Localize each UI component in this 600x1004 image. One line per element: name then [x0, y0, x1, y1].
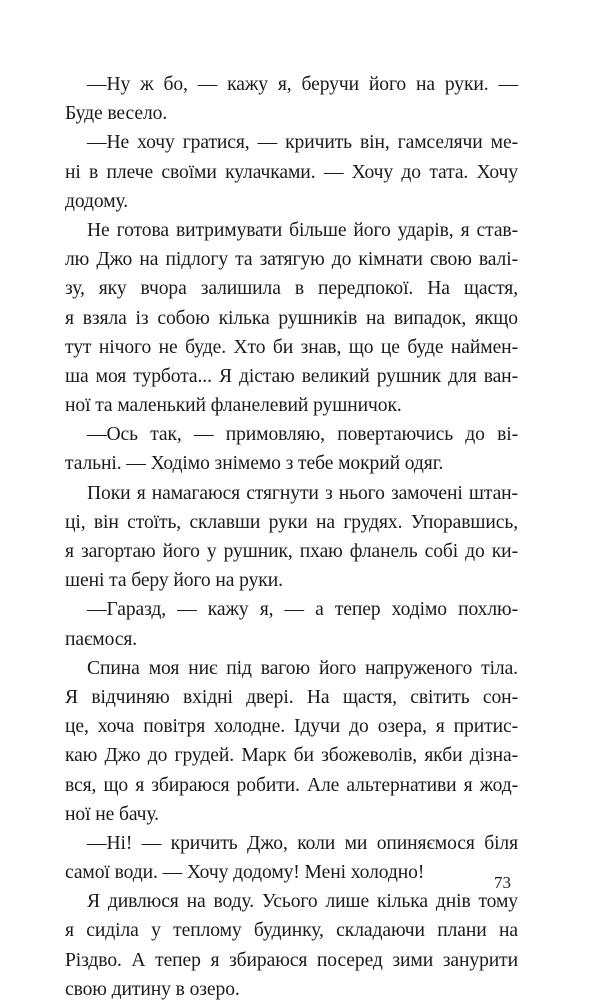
- text-line: свою дитину в озеро.: [65, 978, 240, 1000]
- paragraph: [65, 70, 518, 128]
- body-text: [65, 70, 518, 1004]
- paragraph: [65, 829, 518, 887]
- text-line: —Ось так, — примовляю, повертаючись до ві-: [87, 424, 518, 446]
- text-line: ці, він стоїть, склавши руки на грудях. Упоравшись,: [65, 511, 518, 533]
- text-line: Буде весело.: [65, 103, 168, 125]
- text-line: лю Джо на підлогу та затягую до кімнати свою валі-: [65, 249, 518, 271]
- text-line: Поки я намагаюся стягнути з нього замочені штан-: [87, 482, 518, 504]
- text-line: вся, що я збираюся робити. Але альтернативи я жод-: [65, 774, 518, 796]
- text-line: Я відчиняю вхідні двері. На щастя, світить сон-: [65, 686, 518, 708]
- paragraph: [65, 216, 518, 420]
- text-line: я сиділа у теплому будинку, складаючи плани на: [65, 920, 518, 942]
- paragraph: [65, 479, 518, 596]
- text-line: зу, яку вчора залишила в передпокої. На щастя,: [65, 278, 518, 300]
- text-line: Різдво. А тепер я збираюся посеред зими занурити: [65, 949, 518, 971]
- text-line: ної не бачу.: [65, 803, 159, 825]
- text-line: тальні. — Ходімо знімемо з тебе мокрий одяг.: [65, 453, 444, 475]
- paragraph: [65, 654, 518, 829]
- text-line: самої води. — Хочу додому! Мені холодно!: [65, 862, 425, 884]
- text-line: ша моя турбота... Я дістаю великий рушник для ван-: [65, 365, 518, 387]
- text-line: Не готова витримувати більше його ударів, я став-: [87, 219, 518, 241]
- text-line: тут нічого не буде. Хто би знав, що це буде наймен-: [65, 336, 518, 358]
- text-line: Я дивлюся на воду. Усього лише кілька днів тому: [87, 891, 518, 913]
- text-line: каю Джо до грудей. Марк би збожеволів, якби дізна-: [65, 745, 518, 767]
- text-line: —Гаразд, — кажу я, — а тепер ходімо похлю-: [87, 599, 518, 621]
- paragraph: [65, 887, 518, 1004]
- text-line: додому.: [65, 190, 129, 212]
- text-line: я загортаю його у рушник, пхаю фланель собі до ки-: [65, 541, 518, 562]
- text-line: я взяла із собою кілька рушників на випадок, якщо: [65, 307, 518, 329]
- text-line: ної та маленький фланелевий рушничок.: [65, 395, 402, 417]
- text-line: —Ні! — кричить Джо, коли ми опиняємося біля: [87, 832, 518, 854]
- paragraph: [65, 595, 518, 653]
- text-line: паємося.: [65, 628, 138, 650]
- paragraph: [65, 128, 518, 216]
- text-line: Спина моя ниє під вагою його напруженого тіла.: [87, 657, 518, 679]
- text-line: ні в плече своїми кулачками. — Хочу до тата. Хочу: [65, 161, 518, 183]
- text-line: —Ну ж бо, — кажу я, беручи його на руки. —: [87, 74, 518, 95]
- paragraph: [65, 420, 518, 478]
- text-line: шені та беру його на руки.: [65, 570, 283, 592]
- text-line: —Не хочу гратися, — кричить він, гамселячи ме-: [87, 132, 518, 154]
- page-number: 73: [494, 873, 511, 892]
- text-line: це, хоча повітря холодне. Ідучи до озера, я притис-: [65, 716, 518, 738]
